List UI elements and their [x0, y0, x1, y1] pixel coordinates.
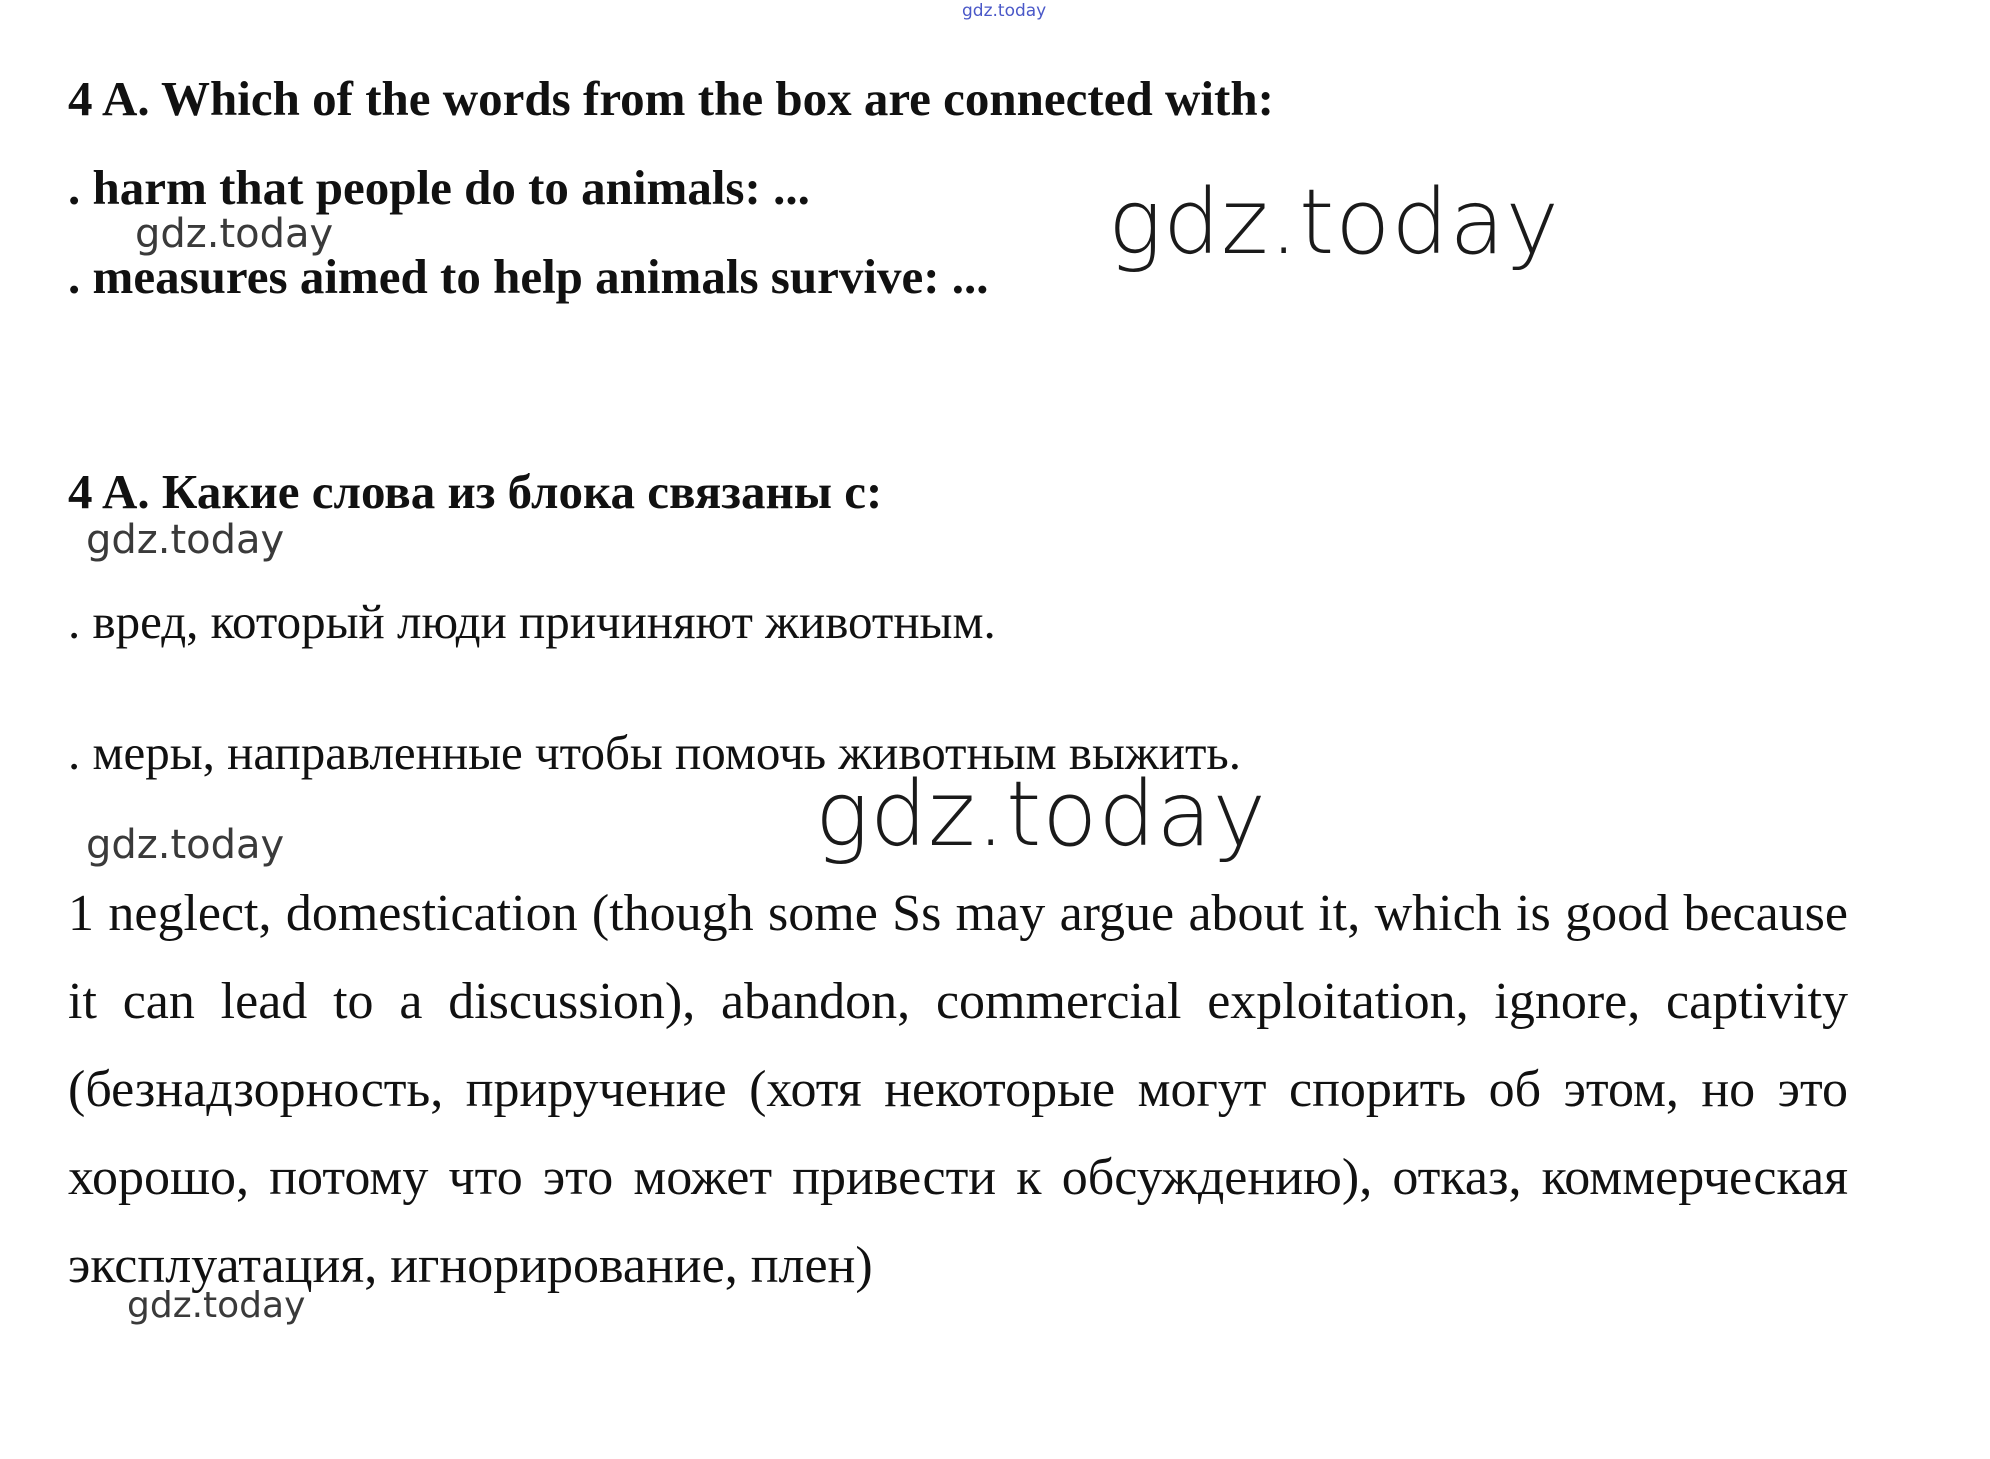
- watermark-small: gdz.today: [135, 211, 334, 257]
- watermark-small: gdz.today: [127, 1285, 306, 1326]
- watermark-large: gdz.today: [1108, 170, 1560, 275]
- english-question-item-measures: . measures aimed to help animals survive: ...: [68, 249, 989, 304]
- english-question-title: 4 A. Which of the words from the box are connected with:: [68, 71, 1274, 126]
- russian-question-title: 4 A. Какие слова из блока связаны с:: [68, 464, 883, 519]
- russian-question-item-harm: . вред, который люди причиняют животным.: [68, 594, 996, 649]
- watermark-top: gdz.today: [962, 1, 1047, 21]
- answer-paragraph: 1 neglect, domestication (though some Ss may argue about it, which is good because it can lead to a discussion), abandon, commercial exploitation, ignore, captivity (безнадзорность, приручение (хотя некоторые могут спорить об этом, но это хорошо, потому что это может привести к обсуждению), отказ, коммерческая эксплуатация, игнорирование, плен): [68, 885, 1848, 1294]
- english-question-item-harm: . harm that people do to animals: ...: [68, 160, 810, 215]
- watermark-large: gdz.today: [815, 762, 1267, 867]
- russian-question-item-measures: . меры, направленные чтобы помочь животным выжить.: [68, 725, 1242, 780]
- watermark-small: gdz.today: [86, 517, 285, 563]
- watermark-small: gdz.today: [86, 822, 285, 868]
